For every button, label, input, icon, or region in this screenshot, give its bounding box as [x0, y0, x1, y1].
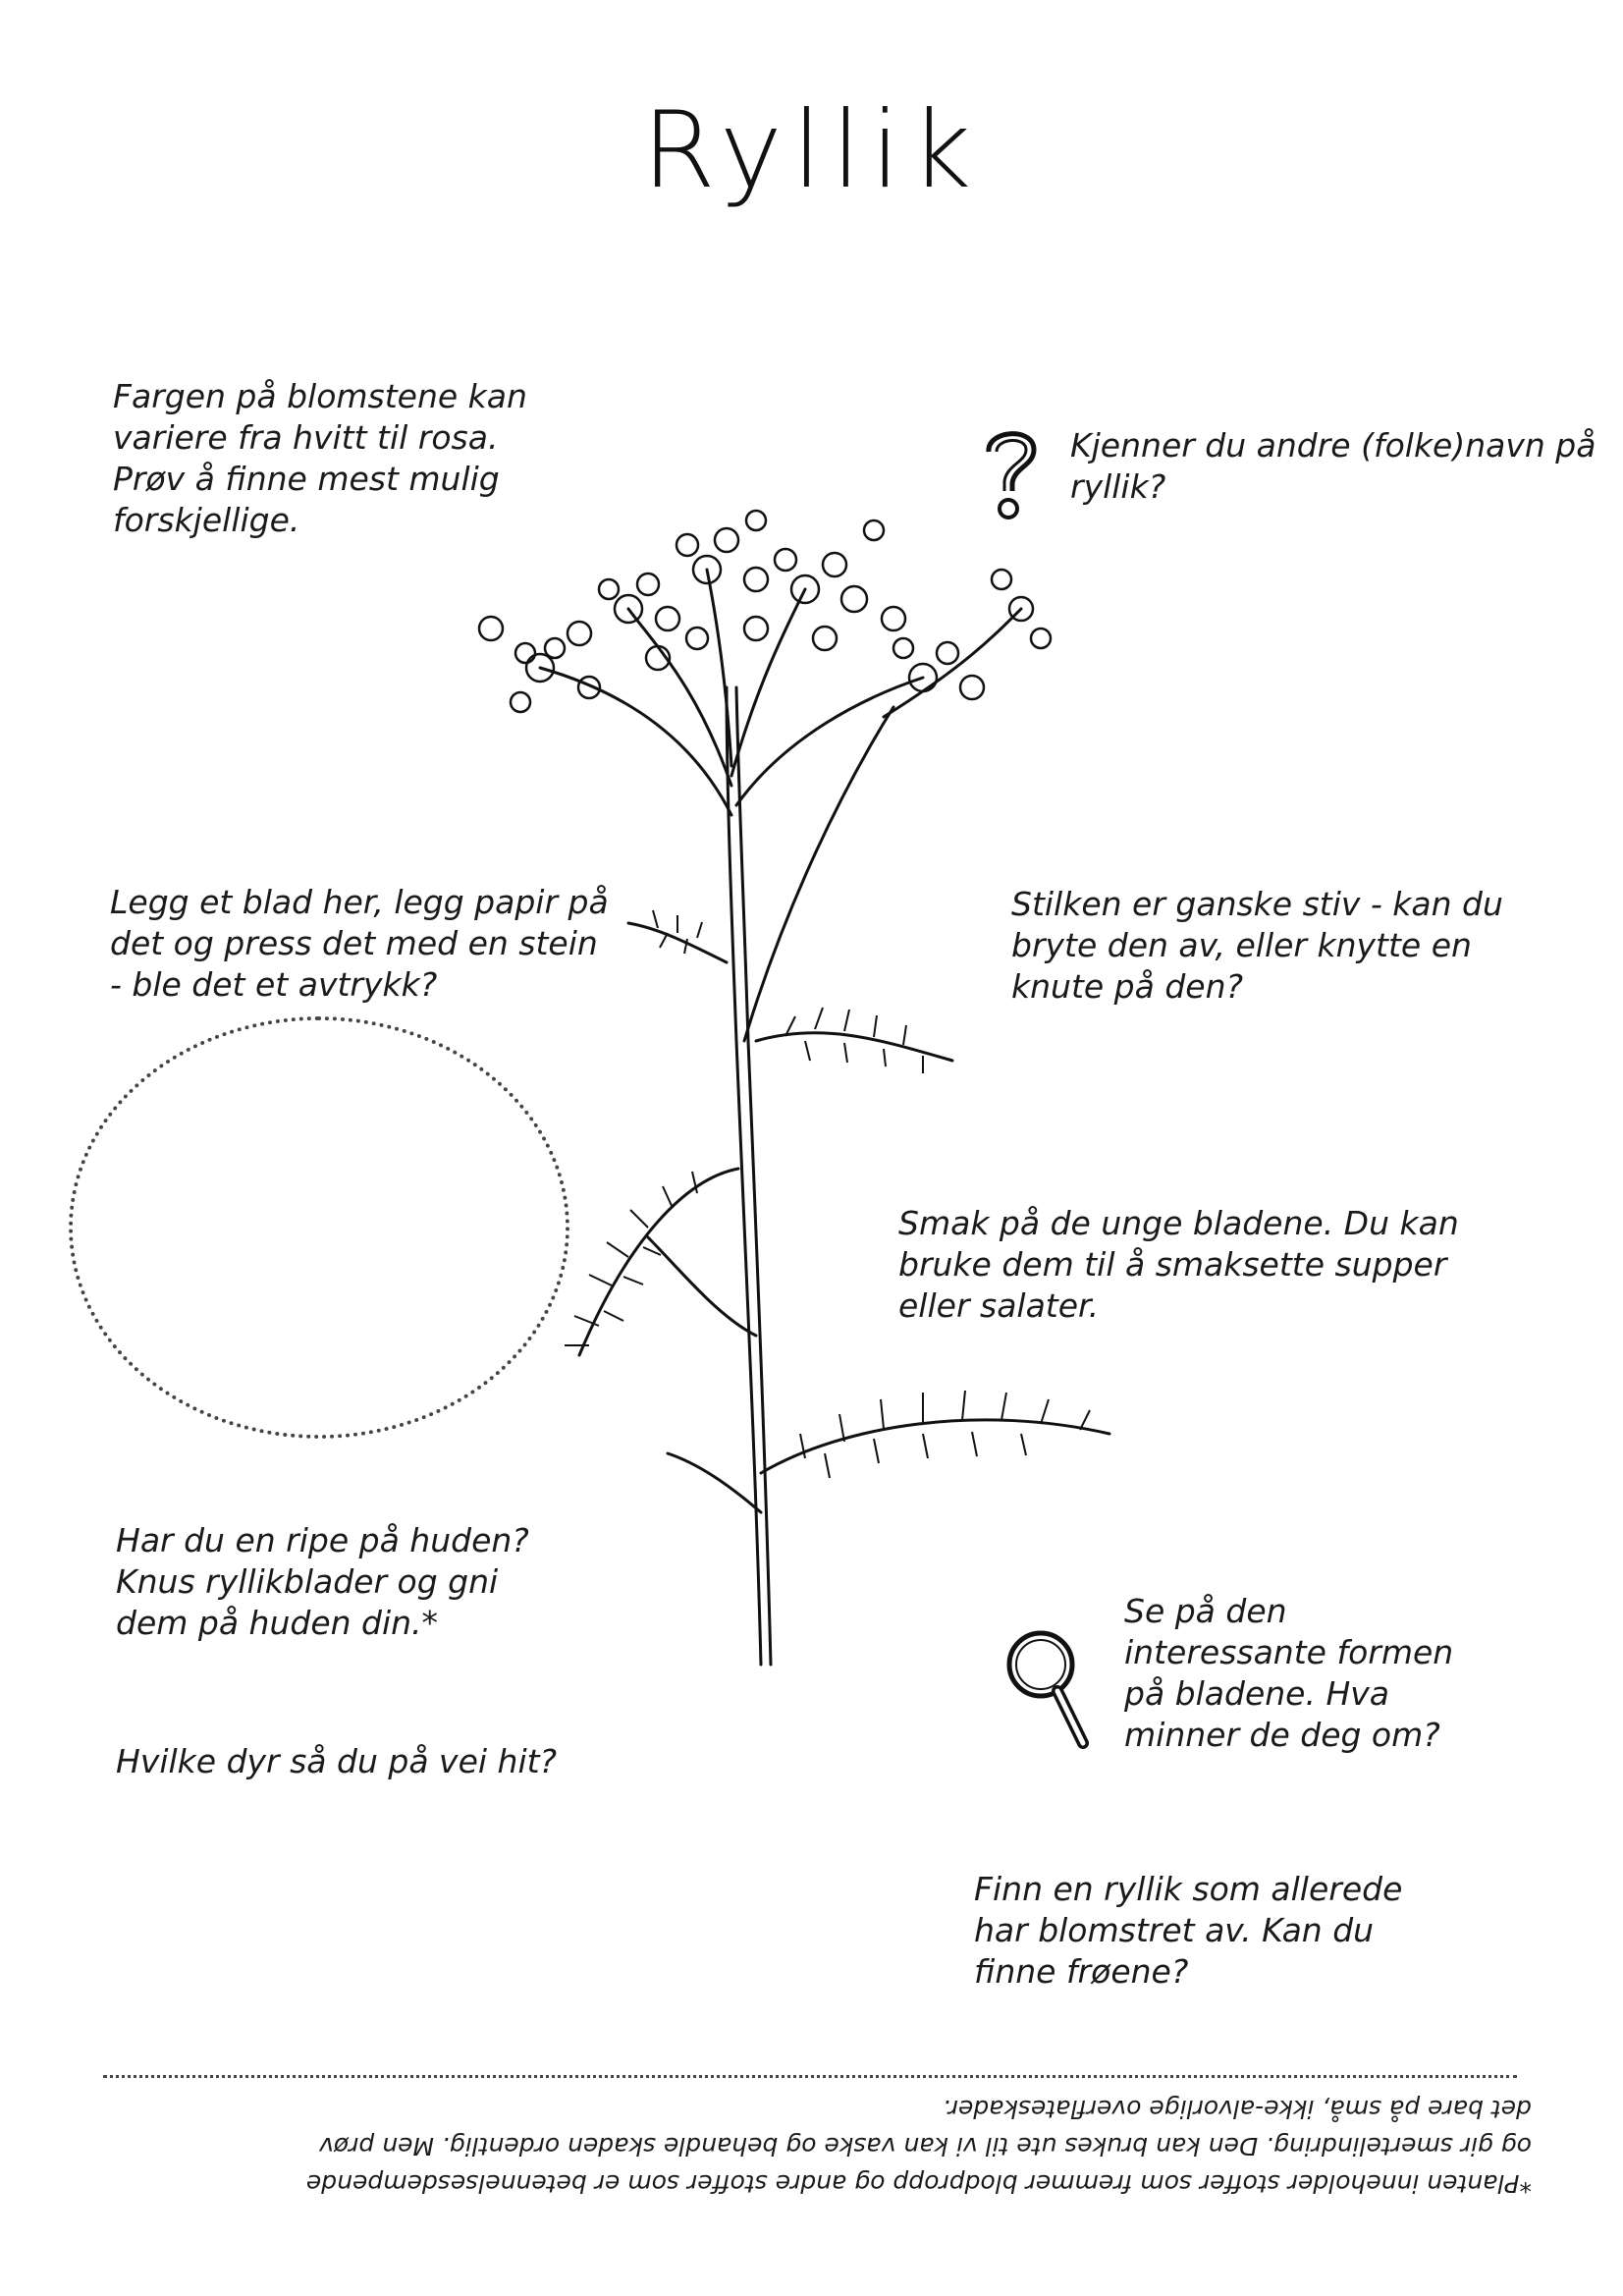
- footnote-divider: [103, 2075, 1517, 2078]
- note-leaf-print: Legg et blad her, legg papir på det og press det med en stein - ble det et avtrykk?: [110, 883, 609, 1004]
- note-leaf-shape: Se på den interessante formen på bladene. Hva minner de deg om?: [1124, 1592, 1454, 1754]
- footnote-upside-down: *Planten inneholder stoffer som fremmer blodpropp og andre stoffer som er betennelsesdempende og gir smertelindring. Den kan brukes ute til vi kan vaske og behandle skaden ordentlig. Men prøv det bare på små, ikke-alvorlige overflateskader.: [305, 2095, 1532, 2198]
- note-flower-colors: Fargen på blomstene kan variere fra hvitt til rosa. Prøv å finne mest mulig forskjellige.: [113, 377, 527, 539]
- yarrow-illustration: [432, 491, 1139, 1689]
- note-taste-leaves: Smak på de unge bladene. Du kan bruke dem til å smaksette supper eller salater.: [898, 1204, 1459, 1325]
- note-stem: Stilken er ganske stiv - kan du bryte den av, eller knytte en knute på den?: [1011, 885, 1503, 1006]
- leaf-placement-circle: [69, 1016, 569, 1439]
- note-animals: Hvilke dyr så du på vei hit?: [116, 1742, 558, 1780]
- page-title: Ryllik: [641, 89, 982, 212]
- note-seeds: Finn en ryllik som allerede har blomstret av. Kan du finne frøene?: [974, 1870, 1403, 1991]
- note-scratch: Har du en ripe på huden? Knus ryllikblader og gni dem på huden din.*: [116, 1521, 529, 1642]
- note-folk-names: Kjenner du andre (folke)navn på ryllik?: [1070, 426, 1596, 506]
- magnifying-glass-icon: [997, 1620, 1095, 1762]
